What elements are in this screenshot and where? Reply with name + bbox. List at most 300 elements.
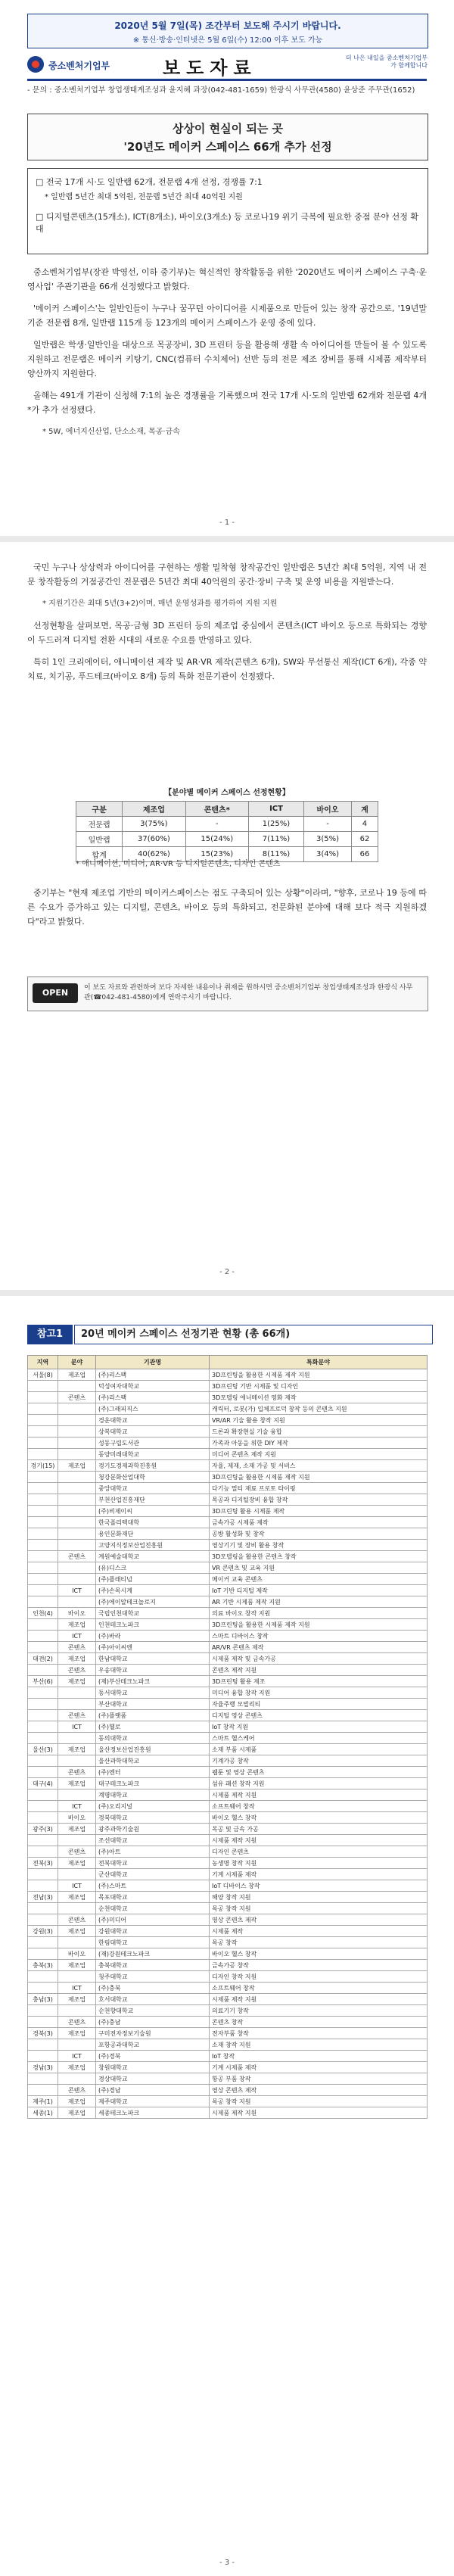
table-row: [28, 2073, 428, 2085]
cell: 기계 시제품 제작: [210, 2062, 428, 2073]
table-row: [28, 1403, 428, 1415]
cell: 바이오: [58, 1948, 96, 1960]
cell: 디자인 콘텐츠: [210, 1846, 428, 1858]
cell: [28, 1733, 58, 1744]
cell: (주)비제이씨: [96, 1506, 210, 1517]
cell: 경남(3): [28, 2062, 58, 2073]
cell: 콘텐츠: [58, 1642, 96, 1653]
cell: 광주과학기술원: [96, 1824, 210, 1835]
cell: 3D모델링 애니메이션 영화 제작: [210, 1392, 428, 1403]
cell: 제조업: [58, 1960, 96, 1971]
table-row: [28, 1926, 428, 1937]
cell: 덕성여자대학교: [96, 1381, 210, 1392]
cell: 전남(3): [28, 1892, 58, 1903]
table-row: [28, 1994, 428, 2005]
table-row: [28, 1744, 428, 1755]
cell: 경운대학교: [96, 1415, 210, 1426]
cell: 시제품 제작 지원: [210, 1835, 428, 1846]
cell: 바이오 헬스 창작: [210, 1948, 428, 1960]
cell: IoT 디바이스 창작: [210, 1880, 428, 1892]
cell: [28, 1562, 58, 1574]
table-row: [28, 1585, 428, 1596]
cell: [28, 1551, 58, 1562]
cell: 구미전자정보기술원: [96, 2028, 210, 2039]
table-row: [28, 1415, 428, 1426]
cell: 제조업: [58, 1892, 96, 1903]
cell: IoT 창작 지원: [210, 1721, 428, 1733]
cell: 자율, 제재, 소재 가공 및 서비스: [210, 1460, 428, 1472]
cell: [58, 1789, 96, 1801]
cell: [28, 1403, 58, 1415]
cell: 강원대학교: [96, 1926, 210, 1937]
cell: 미디어 콘텐츠 제작 지원: [210, 1449, 428, 1460]
cell: (주)엔터: [96, 1767, 210, 1778]
table-row: [28, 1892, 428, 1903]
cell: 광주(3): [28, 1824, 58, 1835]
cell: 3(75%): [123, 817, 185, 832]
cell: 8(11%): [248, 847, 303, 862]
cell: (주)경남: [96, 2085, 210, 2096]
cell: [28, 1755, 58, 1767]
cell: 포항공과대학교: [96, 2039, 210, 2051]
cell: 목공 창작 지원: [210, 2096, 428, 2107]
cell: 제조업: [58, 1460, 96, 1472]
cell: 대전(2): [28, 1653, 58, 1665]
selection-list-table: [27, 1355, 428, 2119]
cell: ICT: [58, 2051, 96, 2062]
contact-info: - 문의 : 중소벤처기업부 창업생태계조성과 윤지혜 과장(042-481-1659) 한광식 사무관(4580) 윤상준 주무관(1652): [27, 86, 415, 95]
table-row: [28, 2017, 428, 2028]
table-row: [28, 1767, 428, 1778]
cell: 3(5%): [304, 832, 352, 847]
cell: 울산(3): [28, 1744, 58, 1755]
table-row: [28, 2107, 428, 2119]
cell: 서울(8): [28, 1369, 58, 1381]
cell: [28, 1812, 58, 1824]
cell: 바이오: [58, 1812, 96, 1824]
embargo-line-1: 2020년 5월 7일(목) 조간부터 보도해 주시기 바랍니다.: [114, 20, 341, 31]
cell: (주)스마트: [96, 1880, 210, 1892]
cell: 경기(15): [28, 1460, 58, 1472]
table-row: [76, 832, 378, 847]
cell: 시제품 제작 지원: [210, 1994, 428, 2005]
cell: 한림대학교: [96, 1937, 210, 1948]
ministry-name: 중소벤처기업부: [48, 61, 110, 71]
table-row: [28, 1812, 428, 1824]
cell: [28, 1472, 58, 1483]
table-row: [28, 1449, 428, 1460]
cell: 전문랩: [76, 817, 123, 832]
table-row: [28, 1369, 428, 1381]
page-number: - 1 -: [219, 519, 235, 527]
cell: IoT 기반 디지털 제작: [210, 1585, 428, 1596]
col-header: 지역: [28, 1356, 58, 1369]
cell: [28, 2085, 58, 2096]
table-row: [28, 1789, 428, 1801]
cell: 가족과 아동을 위한 DIY 제작: [210, 1438, 428, 1449]
cell: AR 기반 시제품 제작 지원: [210, 1596, 428, 1608]
cell: 섬유 패션 창작 지원: [210, 1778, 428, 1789]
cell: [58, 1869, 96, 1880]
cell: 계명대학교: [96, 1789, 210, 1801]
cell: [28, 1835, 58, 1846]
cell: [28, 1642, 58, 1653]
cell: [28, 1426, 58, 1438]
cell: [28, 1937, 58, 1948]
table-row: [28, 1642, 428, 1653]
cell: 바이오: [58, 1608, 96, 1619]
reference-header: [27, 1325, 427, 1346]
cell: 제조업: [58, 1744, 96, 1755]
table-row: [28, 1869, 428, 1880]
cell: 제조업: [58, 1369, 96, 1381]
cell: 해양 창작 지원: [210, 1892, 428, 1903]
cell: 충북대학교: [96, 1960, 210, 1971]
cell: 콘텐츠: [58, 2085, 96, 2096]
small-table-title: 【분야별 메이커 스페이스 선정현황】: [164, 789, 290, 797]
cell: -: [304, 817, 352, 832]
col-header: 기관명: [96, 1356, 210, 1369]
cell: [28, 1540, 58, 1551]
cell: 제조업: [58, 1676, 96, 1687]
headline-line-2: '20년도 메이커 스페이스 66개 추가 선정: [123, 140, 332, 154]
table-row: [28, 1858, 428, 1869]
cell: 충북(3): [28, 1960, 58, 1971]
cell: 부천산업진흥재단: [96, 1494, 210, 1506]
cell: [58, 1733, 96, 1744]
table-row: [28, 2085, 428, 2096]
cell: [28, 1596, 58, 1608]
cell: AR/VR 콘텐츠 제작: [210, 1642, 428, 1653]
cell: 강원(3): [28, 1926, 58, 1937]
col-header: 계: [351, 802, 378, 817]
cell: 동서대학교: [96, 1687, 210, 1699]
cell: [58, 1835, 96, 1846]
table-row: [28, 2005, 428, 2017]
cell: [58, 1381, 96, 1392]
cell: 디자인 창작 지원: [210, 1971, 428, 1983]
cell: 의료기기 창작: [210, 2005, 428, 2017]
table-row: [28, 1903, 428, 1914]
cell: 울산과학대학교: [96, 1755, 210, 1767]
table-row: [28, 1460, 428, 1472]
cell: [58, 1403, 96, 1415]
cell: 40(62%): [123, 847, 185, 862]
cell: 부산대학교: [96, 1699, 210, 1710]
col-header: ICT: [248, 802, 303, 817]
cell: [28, 1415, 58, 1426]
paragraph: 올해는 491개 기관이 신청해 7:1의 높은 경쟁률을 기록했으며 전국 17개 시‧도의 일반랩 62개와 전문랩 4개*가 추가 선정됐다.: [27, 391, 427, 415]
cell: ICT: [58, 1801, 96, 1812]
cell: (주)그래피직스: [96, 1403, 210, 1415]
table-note: * 애니메이션, 미디어, AR‧VR 등 디지털콘텐츠, 디자인 콘텐츠: [76, 860, 281, 868]
table-row: [28, 1551, 428, 1562]
cell: 3(4%): [304, 847, 352, 862]
cell: [28, 1687, 58, 1699]
table-row: [28, 1517, 428, 1528]
cell: 순천향대학교: [96, 2005, 210, 2017]
cell: [28, 1574, 58, 1585]
field-summary-table: [76, 801, 378, 862]
table-row: [28, 1948, 428, 1960]
footnote: * 지원기간은 최대 5년(3+2)이며, 매년 운영성과를 평가하여 지원 지원: [42, 600, 278, 608]
page-3: [0, 1302, 454, 2576]
table-row: [28, 2028, 428, 2039]
cell: 다기능 멀티 재료 프로토 타이핑: [210, 1483, 428, 1494]
cell: 일반랩: [76, 832, 123, 847]
cell: 우송대학교: [96, 1665, 210, 1676]
cell: [28, 1948, 58, 1960]
col-header: 분야: [58, 1356, 96, 1369]
cell: 인천(4): [28, 1608, 58, 1619]
cell: 대구테크노파크: [96, 1778, 210, 1789]
cell: 제조업: [58, 2107, 96, 2119]
paragraph: 특히 1인 크리에이터, 애니메이션 제작 및 AR‧VR 제작(콘텐츠 6개), SW와 무선통신 제작(ICT 6개), 각종 약 치료, 치기공, 푸드테크(바이오 8개) 등의 특화 전문기관이 선정됐다.: [27, 657, 427, 681]
cell: 드론과 확장현실 기술 융합: [210, 1426, 428, 1438]
cell: 목공 및 금속 가공: [210, 1824, 428, 1835]
cell: 스마트 헬스케어: [210, 1733, 428, 1744]
cell: 제조업: [58, 1858, 96, 1869]
cell: 콘텐츠: [58, 1392, 96, 1403]
cell: [28, 2073, 58, 2085]
table-row: [28, 1960, 428, 1971]
cell: 전북(3): [28, 1858, 58, 1869]
cell: [28, 1585, 58, 1596]
cell: [28, 1801, 58, 1812]
table-row: [28, 1710, 428, 1721]
col-header: 특화분야: [210, 1356, 428, 1369]
cell: (주)플랫폼: [96, 1710, 210, 1721]
cell: (재)부산테크노파크: [96, 1676, 210, 1687]
cell: [28, 1699, 58, 1710]
cell: 3D프린팅을 활용한 시제품 제작 지원: [210, 1619, 428, 1631]
cell: (주)오리지널: [96, 1801, 210, 1812]
cell: [28, 1381, 58, 1392]
cell: 소재 부품 시제품: [210, 1744, 428, 1755]
cell: 동양미래대학교: [96, 1449, 210, 1460]
cell: -: [185, 817, 248, 832]
cell: 1(25%): [248, 817, 303, 832]
cell: 경북대학교: [96, 1812, 210, 1824]
cell: 경상대학교: [96, 2073, 210, 2085]
footnote: * 5W, 에너지신산업, 단소소재, 목공‧금속: [42, 428, 180, 436]
cell: 목포대학교: [96, 1892, 210, 1903]
cell: 제조업: [58, 1994, 96, 2005]
table-row: [28, 1438, 428, 1449]
cell: [28, 1903, 58, 1914]
cell: 시제품 제작 및 금속가공: [210, 1653, 428, 1665]
cell: [58, 1596, 96, 1608]
cell: 계원예술대학교: [96, 1551, 210, 1562]
embargo-line-2: ※ 통신‧방송‧인터넷은 5월 6일(수) 12:00 이후 보도 가능: [132, 36, 323, 45]
page-2: [0, 545, 454, 1287]
cell: 동의대학교: [96, 1733, 210, 1744]
cell: 군산대학교: [96, 1869, 210, 1880]
cell: [28, 1517, 58, 1528]
cell: [28, 2039, 58, 2051]
cell: [58, 2039, 96, 2051]
cell: 제조업: [58, 2062, 96, 2073]
cell: 3D모델링을 활용한 콘텐츠 창작: [210, 1551, 428, 1562]
table-row: [28, 1631, 428, 1642]
cell: [58, 1494, 96, 1506]
table-row: [28, 1665, 428, 1676]
cell: [58, 1937, 96, 1948]
table-row: [28, 1721, 428, 1733]
cell: 스마트 디바이스 창작: [210, 1631, 428, 1642]
page2-body: [27, 560, 427, 691]
cell: 소재 창작 지원: [210, 2039, 428, 2051]
cell: 62: [351, 832, 378, 847]
cell: 중앙대학교: [96, 1483, 210, 1494]
cell: 목공과 디지털장비 융합 창작: [210, 1494, 428, 1506]
cell: 제조업: [58, 2096, 96, 2107]
table-row: [28, 1846, 428, 1858]
summary-item-1: □ 전국 17개 시‧도 일반랩 62개, 전문랩 4개 선정, 경쟁률 7:1: [36, 177, 263, 187]
cell: (재)강원테크노파크: [96, 1948, 210, 1960]
cell: (주)리스팩: [96, 1392, 210, 1403]
cell: 성동구립도서관: [96, 1438, 210, 1449]
col-header: 바이오: [304, 802, 352, 817]
table-row: [28, 1914, 428, 1926]
cell: [28, 2005, 58, 2017]
cell: 의료 바이오 창작 지원: [210, 1608, 428, 1619]
cell: 호서대학교: [96, 1994, 210, 2005]
page1-body: [27, 265, 427, 439]
cell: (주)플래티넘: [96, 1574, 210, 1585]
cell: [28, 1846, 58, 1858]
cell: [28, 1710, 58, 1721]
paragraph: 선정현황을 살펴보면, 목공‧금형 3D 프린터 등의 제조업 중심에서 콘텐츠(ICT 바이오 등으로 특화되는 경향이 두드러져 디지털 전환 시대의 새로운 수요를 반영하고 있다.: [27, 621, 427, 645]
cell: 콘텐츠: [58, 1665, 96, 1676]
page2-closing: [27, 886, 427, 936]
cell: 창원대학교: [96, 2062, 210, 2073]
cell: 자율주행 모빌리티: [210, 1699, 428, 1710]
cell: [28, 1721, 58, 1733]
cell: 시제품 제작 지원: [210, 2107, 428, 2119]
cell: (주)헬로: [96, 1721, 210, 1733]
cell: 37(60%): [123, 832, 185, 847]
summary-box: [27, 168, 428, 254]
cell: [58, 1506, 96, 1517]
table-row: [28, 1562, 428, 1574]
cell: [28, 1392, 58, 1403]
page-separator: [0, 536, 454, 542]
page-separator: [0, 1290, 454, 1296]
col-header: 구분: [76, 802, 123, 817]
table-row: [28, 1608, 428, 1619]
cell: [58, 1971, 96, 1983]
cell: 바이오 헬스 창작: [210, 1812, 428, 1824]
embargo-notice: [27, 14, 428, 48]
cell: 영상기기 및 장비 활용 창작: [210, 1540, 428, 1551]
cell: 합계: [76, 847, 123, 862]
cell: 한남대학교: [96, 1653, 210, 1665]
table-row: [28, 1778, 428, 1789]
table-row: [28, 1483, 428, 1494]
cell: [28, 1438, 58, 1449]
cell: 목공 창작: [210, 1937, 428, 1948]
cell: 세종테크노파크: [96, 2107, 210, 2119]
table-row: [28, 1540, 428, 1551]
page-number: - 3 -: [219, 2559, 235, 2567]
cell: 부산(6): [28, 1676, 58, 1687]
cell: 제조업: [58, 1653, 96, 1665]
cell: 항공 부품 창작: [210, 2073, 428, 2085]
cell: 영상 콘텐츠 제작: [210, 2085, 428, 2096]
cell: IoT 창작: [210, 2051, 428, 2062]
cell: [28, 1869, 58, 1880]
table-row: [28, 1971, 428, 1983]
cell: 미디어 융합 창작 지원: [210, 1687, 428, 1699]
cell: [28, 2051, 58, 2062]
cell: [58, 1426, 96, 1438]
cell: [28, 1483, 58, 1494]
table-row: [28, 2096, 428, 2107]
table-row: [28, 2039, 428, 2051]
cell: 캐릭터, 로봇(가) 입체프로덕 창작 등의 콘텐츠 지원: [210, 1403, 428, 1415]
cell: 한국폴리텍대학: [96, 1517, 210, 1528]
cell: 조선대학교: [96, 1835, 210, 1846]
cell: 청강문화산업대학: [96, 1472, 210, 1483]
cell: VR 콘텐츠 및 교육 지원: [210, 1562, 428, 1574]
open-license-text: 이 보도 자료와 관련하여 보다 자세한 내용이나 취재를 원하시면 중소벤처기업부 창업생태계조성과 한광식 사무관(☎042-481-4580)에게 연락주시기 바랍니다.: [84, 984, 413, 1001]
table-row: [28, 1574, 428, 1585]
cell: 3D프린팅을 활용한 시제품 제작 지원: [210, 1472, 428, 1483]
table-row: [28, 1596, 428, 1608]
cell: 콘텐츠 제작 지원: [210, 1665, 428, 1676]
cell: 제조업: [58, 2028, 96, 2039]
cell: [28, 1631, 58, 1642]
cell: [28, 1449, 58, 1460]
cell: (주)아이씨엔: [96, 1642, 210, 1653]
cell: 울산정보산업진흥원: [96, 1744, 210, 1755]
cell: 제조업: [58, 1778, 96, 1789]
cell: 15(24%): [185, 832, 248, 847]
headline-line-1: 상상이 현실이 되는 곳: [172, 122, 284, 135]
cell: 상복대학교: [96, 1426, 210, 1438]
cell: 시제품 제작: [210, 1926, 428, 1937]
cell: 15(23%): [185, 847, 248, 862]
cell: 용인문화재단: [96, 1528, 210, 1540]
cell: (주)미디어: [96, 1914, 210, 1926]
table-row: [28, 1983, 428, 1994]
cell: [58, 1415, 96, 1426]
cell: [58, 2005, 96, 2017]
cell: ICT: [58, 1721, 96, 1733]
paragraph: 중기부는 "현재 제조업 기반의 메이커스페이스는 점도 구축되어 있는 상황"이라며, "향후, 코로나 19 등에 따른 수요가 증가하고 있는 디지털, 콘텐츠, 바이오 등의 특화되고, 전문화된 분야에 대해 보다 적극 지원하겠다"라고 밝혔다.: [27, 888, 427, 927]
cell: 시제품 제작 지원: [210, 1789, 428, 1801]
header-rule: [27, 79, 427, 81]
cell: (유)디스크: [96, 1562, 210, 1574]
reference-tag: 참고1: [27, 1325, 73, 1344]
cell: 7(11%): [248, 832, 303, 847]
cell: 3D프린팅 활용 제조: [210, 1676, 428, 1687]
table-row: [28, 1619, 428, 1631]
cell: [28, 1880, 58, 1892]
cell: 콘텐츠: [58, 1914, 96, 1926]
cell: 충남(3): [28, 1994, 58, 2005]
ministry-logo: [27, 55, 126, 76]
table-row: [28, 2051, 428, 2062]
cell: [58, 1472, 96, 1483]
cell: 소프트웨어 창작: [210, 1801, 428, 1812]
cell: 제주대학교: [96, 2096, 210, 2107]
cell: [58, 1562, 96, 1574]
col-header: 콘텐츠*: [185, 802, 248, 817]
cell: [28, 1506, 58, 1517]
cell: ICT: [58, 1983, 96, 1994]
